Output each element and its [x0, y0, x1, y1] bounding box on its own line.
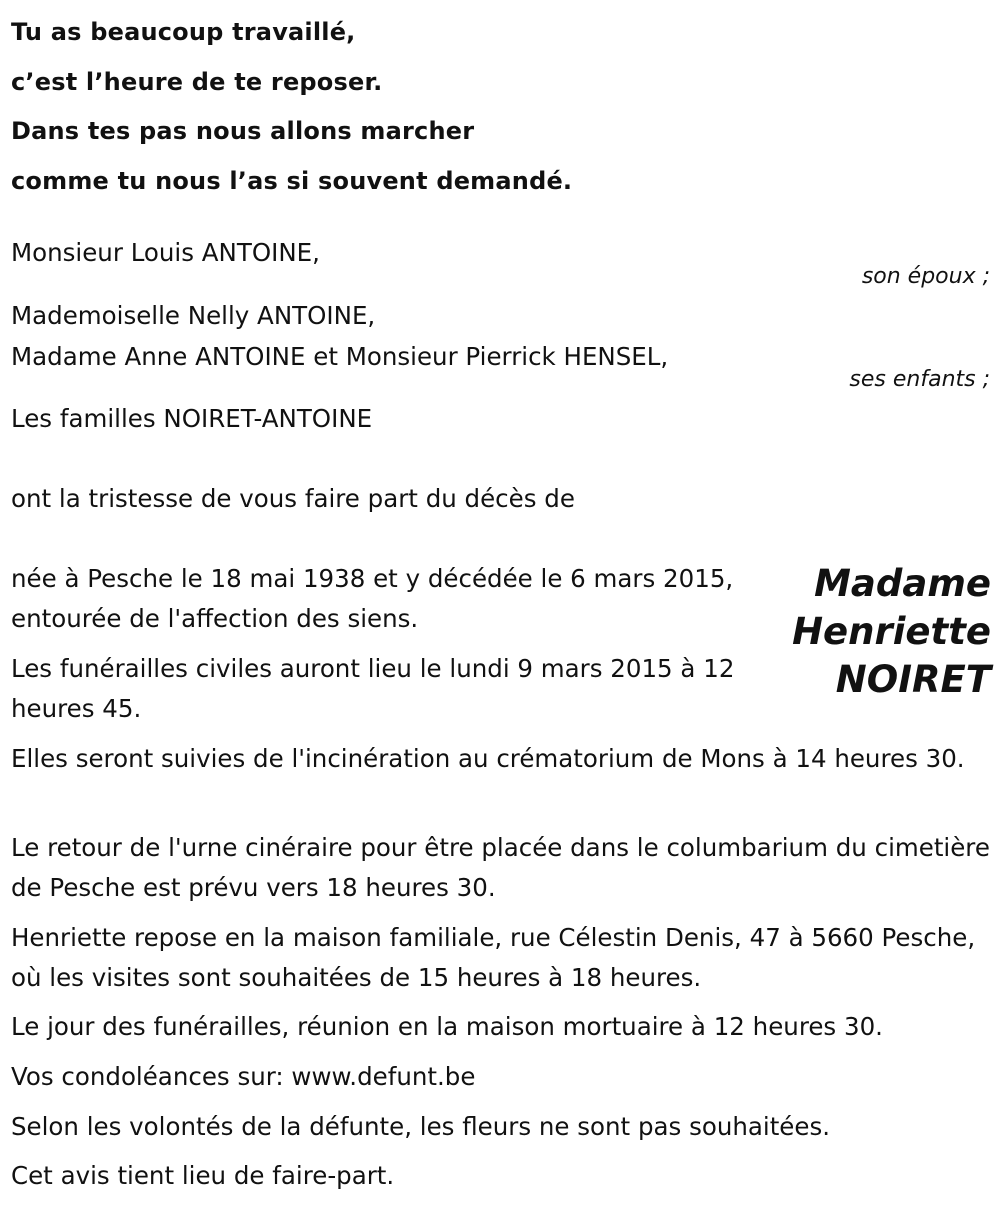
condolences-text: Vos condoléances sur: www.defunt.be: [11, 1062, 476, 1091]
deceased-name: [792, 560, 991, 704]
announcement: ont la tristesse de vous faire part du décès de: [11, 484, 575, 513]
husband-role: son époux ;: [861, 264, 990, 289]
birth-death-text: née à Pesche le 18 mai 1938 et y décédée le 6 mars 2015, entourée de l'affection des siens.: [11, 564, 734, 633]
child-2-name: Madame Anne ANTOINE et Monsieur Pierrick HENSEL,: [11, 342, 669, 371]
poem-line-4: comme tu nous l’as si souvent demandé.: [11, 166, 573, 195]
visits-text: Henriette repose en la maison familiale, rue Célestin Denis, 47 à 5660 Pesche, où les visites sont souhaitées de 15 heures à 18 heures.: [11, 923, 976, 992]
poem: [11, 8, 572, 206]
deceased-title: Madame: [814, 562, 991, 605]
deceased-first-name: Henriette: [792, 610, 991, 653]
urn-text: Le retour de l'urne cinéraire pour être placée dans le columbarium du cimetière de Pesche est prévu vers 18 heures 30.: [11, 833, 990, 902]
children-role: ses enfants ;: [849, 367, 990, 392]
poem-line-2: c’est l’heure de te reposer.: [11, 67, 383, 96]
notice-text: Cet avis tient lieu de faire-part.: [11, 1161, 395, 1190]
families-name: Les familles NOIRET-ANTOINE: [11, 404, 373, 433]
flowers-text: Selon les volontés de la défunte, les fleurs ne sont pas souhaitées.: [11, 1112, 831, 1141]
poem-line-3: Dans tes pas nous allons marcher: [11, 117, 475, 145]
poem-line-1: Tu as beaucoup travaillé,: [11, 18, 356, 46]
child-1-name: Mademoiselle Nelly ANTOINE,: [11, 301, 376, 330]
deceased-last-name: NOIRET: [835, 658, 991, 701]
funeral-text: Les funérailles civiles auront lieu le lundi 9 mars 2015 à 12 heures 45.: [11, 654, 735, 723]
meeting-text: Le jour des funérailles, réunion en la maison mortuaire à 12 heures 30.: [11, 1012, 883, 1041]
cremation-text: Elles seront suivies de l'incinération au crématorium de Mons à 14 heures 30.: [11, 744, 965, 773]
husband-name: Monsieur Louis ANTOINE,: [11, 238, 320, 267]
